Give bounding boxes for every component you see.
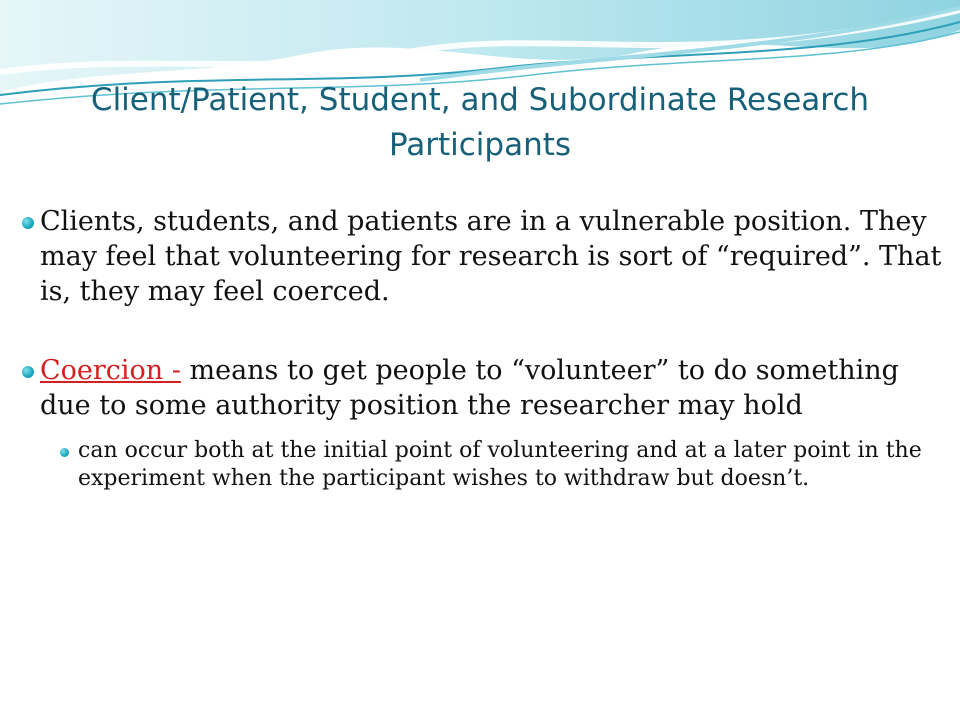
bullet-text: means to get people to “volunteer” to do something due to some authority position the researcher may hold — [40, 355, 899, 421]
bullet-coercion-definition — [22, 353, 942, 423]
sub-bullet-dot-icon — [60, 448, 69, 457]
slide-title: Client/Patient, Student, and Subordinate Research Participants — [90, 82, 870, 163]
bullet-list — [22, 204, 942, 493]
bullet-dot-icon — [22, 366, 34, 378]
bullet-text: Clients, students, and patients are in a vulnerable position. They may feel that volunteering for research is sort of “required”. That is, they may feel coerced. — [40, 206, 942, 307]
coercion-term: Coercion - — [40, 355, 181, 386]
bullet-vulnerable-position — [22, 204, 942, 309]
sub-bullet-coercion-timing — [60, 437, 942, 493]
sub-bullet-text: can occur both at the initial point of volunteering and at a later point in the experiment when the participant wishes to withdraw but doesn’t. — [78, 438, 922, 491]
bullet-dot-icon — [22, 217, 34, 229]
